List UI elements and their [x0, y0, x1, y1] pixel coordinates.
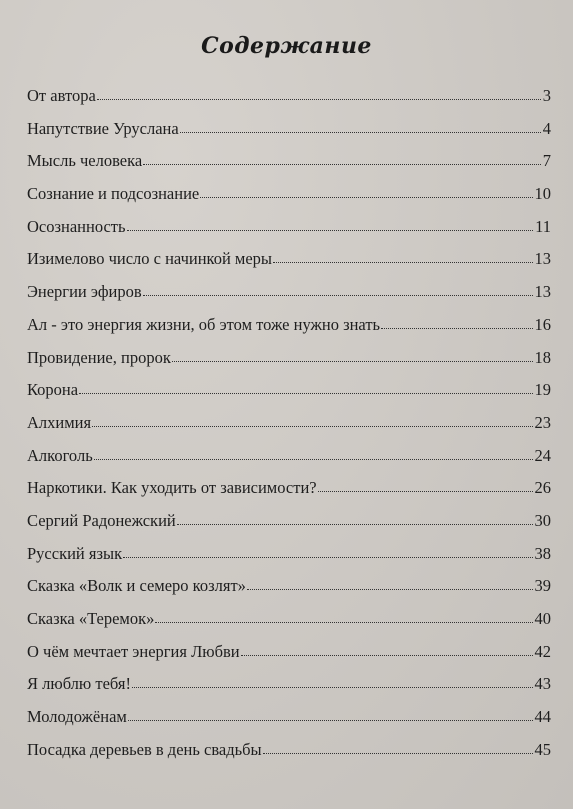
- dot-leader: [92, 426, 532, 427]
- toc-entry-page: 13: [534, 282, 551, 302]
- toc-entry[interactable]: [27, 147, 551, 180]
- dot-leader: [381, 328, 532, 329]
- dot-leader: [94, 459, 533, 460]
- toc-entry-title: Посадка деревьев в день свадьбы: [27, 739, 262, 759]
- dot-leader: [143, 295, 533, 296]
- toc-entry-title: Наркотики. Как уходить от зависимости?: [27, 478, 317, 498]
- toc-entry-title: О чём мечтает энергия Любви: [27, 641, 240, 661]
- dot-leader: [127, 230, 534, 231]
- toc-entry-page: 16: [534, 314, 551, 334]
- dot-leader: [172, 361, 533, 362]
- toc-entry[interactable]: [27, 376, 551, 409]
- dot-leader: [177, 524, 533, 525]
- toc-entry[interactable]: [27, 344, 551, 377]
- toc-entry-title: Сознание и подсознание: [27, 184, 200, 204]
- toc-entry-page: 11: [535, 216, 551, 236]
- toc-entry[interactable]: [27, 605, 551, 638]
- toc-entry-title: Ал - это энергия жизни, об этом тоже нужно знать: [27, 314, 381, 334]
- toc-entry-title: Сказка «Теремок»: [27, 609, 155, 628]
- toc-entry-page: 39: [534, 576, 551, 596]
- toc-entry-title: Провидение, пророк: [27, 347, 171, 367]
- toc-entry-page: 42: [534, 641, 551, 661]
- toc-entry-title: Русский язык: [27, 543, 123, 563]
- toc-entry-page: 3: [542, 86, 551, 105]
- dot-leader: [128, 720, 533, 721]
- toc-entry-page: 24: [534, 445, 551, 465]
- toc-entry-page: 18: [534, 347, 551, 367]
- toc-entry[interactable]: [27, 474, 551, 507]
- dot-leader: [132, 687, 533, 688]
- toc-entry-page: 40: [534, 609, 551, 628]
- toc-entry[interactable]: [27, 572, 551, 605]
- toc-entry-page: 26: [534, 478, 551, 498]
- toc-entry[interactable]: [27, 670, 551, 703]
- toc-entry[interactable]: [27, 180, 551, 213]
- toc-entry[interactable]: [27, 442, 551, 475]
- toc-entry-title: Энергии эфиров: [27, 282, 142, 302]
- toc-entry-page: 13: [534, 249, 551, 269]
- toc-entry-page: 23: [534, 412, 551, 432]
- toc-entry[interactable]: [27, 245, 551, 278]
- toc-entry[interactable]: [27, 703, 551, 736]
- page-title: Содержание: [201, 33, 372, 59]
- toc-entry[interactable]: [27, 311, 551, 344]
- toc-entry-title: Сергий Радонежский: [27, 510, 176, 530]
- toc-entry-page: 45: [534, 739, 551, 759]
- toc-entry[interactable]: [27, 507, 551, 540]
- toc-entry-page: 10: [534, 184, 551, 204]
- toc-entry-title: Изимелово число с начинкой меры: [27, 249, 273, 269]
- dot-leader: [97, 99, 541, 100]
- toc-entry-page: 30: [534, 510, 551, 530]
- dot-leader: [241, 655, 533, 656]
- toc-entry[interactable]: [27, 409, 551, 442]
- toc-entry-page: 44: [534, 707, 551, 727]
- toc-entry-title: От автора: [27, 86, 96, 105]
- dot-leader: [155, 622, 532, 623]
- toc-entry-page: 38: [534, 543, 551, 563]
- toc-entry[interactable]: [27, 278, 551, 311]
- dot-leader: [143, 164, 541, 165]
- dot-leader: [123, 557, 532, 558]
- table-of-contents: [27, 82, 551, 768]
- toc-entry-title: Сказка «Волк и семеро козлят»: [27, 576, 246, 596]
- toc-entry-page: 4: [542, 118, 551, 138]
- toc-entry-title: Я люблю тебя!: [27, 674, 131, 694]
- dot-leader: [273, 262, 532, 263]
- toc-entry[interactable]: [27, 736, 551, 769]
- toc-entry[interactable]: [27, 540, 551, 573]
- toc-entry-title: Напутствие Уруслана: [27, 118, 179, 138]
- toc-entry-title: Корона: [27, 380, 79, 400]
- dot-leader: [79, 393, 532, 394]
- dot-leader: [318, 491, 533, 492]
- toc-entry[interactable]: [27, 82, 551, 115]
- toc-entry-page: 19: [534, 380, 551, 400]
- dot-leader: [180, 132, 541, 133]
- toc-entry[interactable]: [27, 638, 551, 671]
- toc-entry-page: 7: [542, 151, 551, 171]
- dot-leader: [200, 197, 532, 198]
- toc-entry-title: Мысль человека: [27, 151, 143, 171]
- dot-leader: [263, 753, 533, 754]
- toc-entry[interactable]: [27, 115, 551, 148]
- toc-entry[interactable]: [27, 213, 551, 246]
- toc-entry-title: Алкоголь: [27, 445, 93, 465]
- toc-entry-title: Молодожёнам: [27, 707, 127, 727]
- toc-entry-page: 43: [534, 674, 551, 694]
- toc-entry-title: Алхимия: [27, 412, 92, 432]
- dot-leader: [247, 589, 533, 590]
- toc-entry-title: Осознанность: [27, 216, 126, 236]
